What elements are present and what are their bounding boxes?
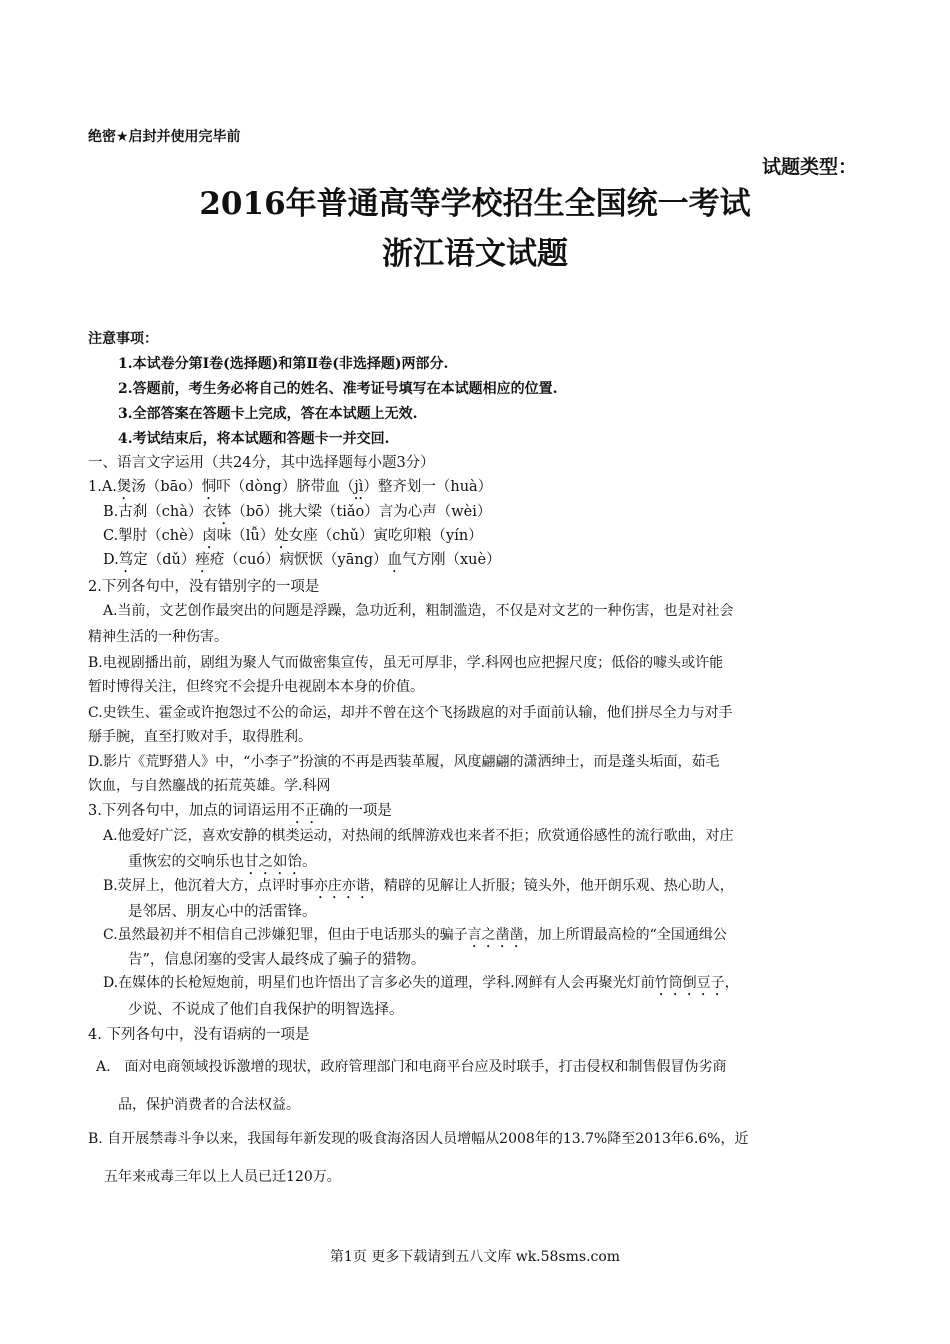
exam-title: 2016年普通高等学校招生全国统一考试	[199, 186, 751, 222]
q3-option-b-cont: 是邻居、朋友心中的活雷锋。	[128, 904, 317, 920]
q2-option-d: D.影片《荒野猎人》中，“小李子”扮演的不再是西装革履，风度翩翩的潇洒绅士，而是蓬头垢面，茹毛	[88, 754, 720, 770]
q2-option-c-cont: 掰手腕，直至打败对手，取得胜利。	[88, 729, 312, 745]
notice-heading: 注意事项：	[88, 331, 158, 347]
q3-option-a-cont: 重恢宏的交响乐也甘之如饴。	[128, 854, 317, 870]
q2-option-d-cont: 饮血，与自然鏖战的拓荒英雄。学.科网	[88, 778, 331, 794]
q4-option-a: A. 面对电商领域投诉激增的现状，政府管理部门和电商平台应及时联手，打击侵权和制售假冒伪劣商	[96, 1059, 727, 1075]
q3-option-a: A.他爱好广泛，喜欢安静的棋类运动，对热闹的纸牌游戏也来者不拒；欣赏通俗感性的流行歌曲，对庄	[103, 828, 734, 844]
section-heading: 一、语言文字运用（共24分，其中选择题每小题3分）	[88, 455, 435, 471]
q1-option-d: D.笃定（dǔ）痤疮（cuó）病恹恹（yāng）血气方刚（xuè）	[103, 552, 501, 568]
q3-option-c-cont: 告”，信息闭塞的受害人最终成了骗子的猎物。	[128, 952, 426, 968]
q1-option-c: C.掣肘（chè）卤味（lǚ）处女座（chǔ）寅吃卯粮（yín）	[103, 528, 483, 544]
q2-stem: 2.下列各句中，没有错别字的一项是	[88, 579, 320, 595]
question-type-label: 试题类型：	[761, 156, 857, 178]
q2-option-a: A.当前，文艺创作最突出的问题是浮躁，急功近利，粗制滥造，不仅是对文艺的一种伤害，也是对社会	[103, 603, 734, 619]
notice-item: 3.全部答案在答题卡上完成，答在本试题上无效.	[118, 406, 418, 422]
q4-stem: 4. 下列各句中，没有语病的一项是	[88, 1027, 310, 1043]
notice-item: 4.考试结束后，将本试题和答题卡一并交回.	[118, 431, 390, 447]
q2-option-b-cont: 暂时博得关注，但终究不会提升电视剧本本身的价值。	[88, 679, 424, 695]
q2-option-b: B.电视剧播出前，剧组为聚人气而做密集宣传，虽无可厚非，学.科网也应把握尺度；低俗的噱头或许能	[88, 655, 724, 671]
notice-item: 1.本试卷分第Ⅰ卷(选择题)和第Ⅱ卷(非选择题)两部分.	[118, 356, 449, 372]
q3-stem: 3.下列各句中，加点的词语运用不正确的一项是	[88, 803, 392, 819]
q3-option-d-cont: 少说、不说成了他们自我保护的明智选择。	[128, 1002, 404, 1018]
notice-item: 2.答题前，考生务必将自己的姓名、准考证号填写在本试题相应的位置.	[118, 381, 558, 397]
q4-option-a-cont: 品，保护消费者的合法权益。	[118, 1097, 300, 1113]
q2-option-a-cont: 精神生活的一种伤害。	[88, 629, 228, 645]
q4-option-b-cont: 五年来戒毒三年以上人员已迁120万。	[104, 1169, 341, 1185]
q3-option-c: C.虽然最初并不相信自己涉嫌犯罪，但由于电话那头的骗子言之凿凿，加上所谓最高检的“全国通缉公	[103, 927, 727, 943]
q2-option-c: C.史铁生、霍金或许抱怨过不公的命运，却并不曾在这个飞扬跋扈的对手面前认输，他们拼尽全力与对手	[88, 705, 733, 721]
q1-option-b: B.古刹（chà）衣钵（bō）挑大梁（tiǎo）言为心声（wèi）	[103, 504, 492, 520]
q3-option-b: B.荧屏上，他沉着大方，点评时事亦庄亦谐，精辟的见解让人折服；镜头外，他开朗乐观、热心助人，	[103, 878, 734, 894]
q4-option-b: B. 自开展禁毒斗争以来，我国每年新发现的吸食海洛因人员增幅从2008年的13.7%降至2013年6.6%，近	[88, 1131, 749, 1147]
confidential-label: 绝密★启封并使用完毕前	[88, 129, 241, 145]
exam-subtitle: 浙江语文试题	[382, 236, 568, 272]
q1-option-a: 1.A.煲汤（bāo）恫吓（dòng）脐带血（jì）整齐划一（huà）	[88, 479, 493, 495]
page-footer: 第1页 更多下载请到五八文库 wk.58sms.com	[329, 1249, 621, 1265]
q3-option-d: D.在媒体的长枪短炮前，明星们也许悟出了言多必失的道理，学科.网鲜有人会再聚光灯前竹筒倒豆子，	[103, 975, 739, 991]
